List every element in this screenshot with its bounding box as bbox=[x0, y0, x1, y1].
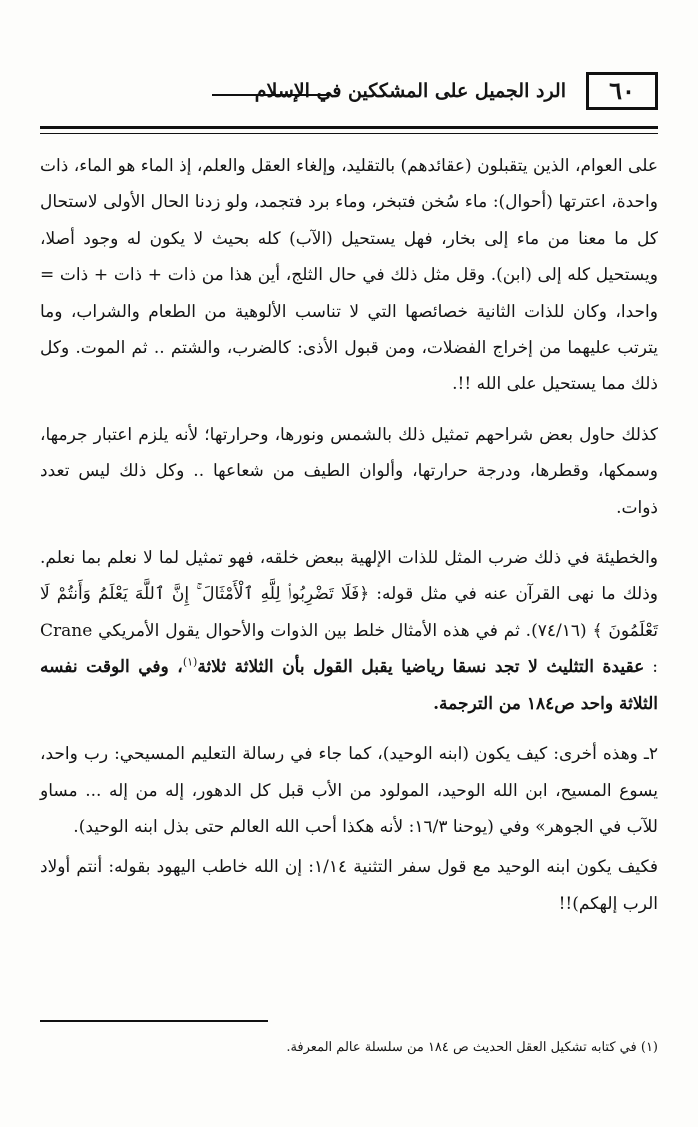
paragraph-3-intro: والخطيئة في ذلك ضرب المثل للذات الإلهية ببعض خلقه، فهو تمثيل لما لا نعلم بما نعلم. وذلك ما نهى القرآن عنه في مثل قوله: bbox=[40, 548, 658, 605]
header-rule-thick bbox=[40, 126, 658, 129]
page-number: ٦٠ bbox=[586, 72, 658, 110]
paragraph-1: على العوام، الذين يتقبلون (عقائدهم) بالتقليد، وإلغاء العقل والعلم، إذ الماء هو الماء، ذات واحدة، اعترتها (أحوال): ماء سُخن فتبخر، وماء برد فتجمد، ولو زدنا الحال الأولى لاستحال كل ما معنا من ماء إلى بخار، فهل يستحيل (الآب) كله بحيث لا يكون له وجود أصلا، ويستحيل كله إلى (ابن). وقل مثل ذلك في حال الثلج، أين هذا من ذات + ذات + ذات = واحدا، وكان للذات الثانية خصائصها التي لا تناسب الألوهية من الطعام والشراب، وما يترتب عليهما من إخراج الفضلات، ومن قبول الأذى: كالضرب، والشتم .. ثم الموت. وكل ذلك مما يستحيل على الله !!. bbox=[40, 156, 658, 395]
footnote: (١) في كتابه تشكيل العقل الحديث ص ١٨٤ من سلسلة عالم المعرفة. bbox=[286, 1040, 658, 1055]
quote-separator: ، bbox=[168, 657, 183, 678]
paragraph-3-reference: (٧٤/١٦). ثم في هذه الأمثال خلط بين الذوات والأحوال يقول الأمريكي Crane : bbox=[40, 620, 659, 678]
header-dash-line bbox=[212, 94, 330, 96]
paragraph-3 bbox=[40, 540, 658, 722]
footnote-rule bbox=[40, 1020, 268, 1022]
footnote-marker: (١) bbox=[182, 655, 198, 669]
paragraph-2: كذلك حاول بعض شراحهم تمثيل ذلك بالشمس ونورها، وحرارتها؛ لأنه يلزم اعتبار جرمها، وسمكها، وقطرها، ودرجة حرارتها، وألوان الطيف من شعاعها .. وكل ذلك ليس تعدد ذوات. bbox=[40, 424, 658, 518]
quote-bold-1: عقيدة التثليث لا تجد نسقا رياضيا يقبل القول بأن الثلاثة ثلاثة bbox=[197, 657, 645, 678]
quran-verse: ﴿فَلَا تَضْرِبُوا۟ لِلَّهِ ٱلْأَمْثَالَ ۚ إِنَّ ٱللَّهَ يَعْلَمُ وَأَنتُمْ لَا تَعْلَمُونَ ﴾ bbox=[40, 584, 658, 641]
paragraph-4: ٢ـ وهذه أخرى: كيف يكون (ابنه الوحيد)، كما جاء في رسالة التعليم المسيحي: رب واحد، يسوع المسيح، ابن الله الوحيد، المولود من الأب قبل كل الدهور، إله من إله ... مساو للآب في الجوهر» وفي (يوحنا ١٦/٣: لأنه هكذا أحب الله العالم حتى بذل ابنه الوحيد). bbox=[40, 744, 658, 837]
running-title: الرد الجميل على المشككين في الإسلام bbox=[254, 80, 566, 102]
page-body bbox=[40, 148, 658, 922]
quote-bold-2: وفي الوقت نفسه الثلاثة واحد ص١٨٤ من الترجمة. bbox=[40, 657, 658, 714]
header-rule-thin bbox=[40, 133, 658, 134]
paragraph-5: فكيف يكون ابنه الوحيد مع قول سفر التثنية ١/١٤: إن الله خاطب اليهود بقوله: أنتم أولاد الرب إلهكم)!! bbox=[40, 857, 658, 914]
page-header bbox=[0, 60, 698, 120]
